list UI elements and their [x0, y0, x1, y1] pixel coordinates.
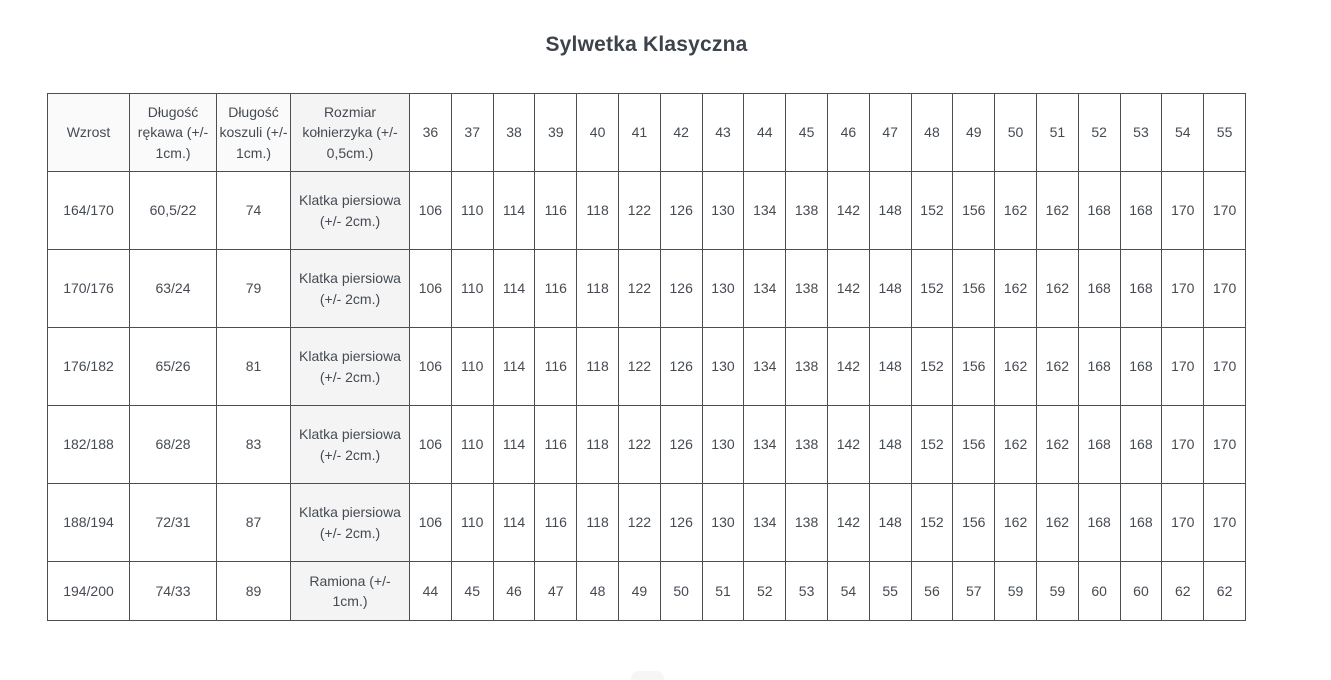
size-header-cell: 54: [1162, 94, 1204, 172]
size-value-cell: 122: [618, 250, 660, 328]
size-value-cell: 156: [953, 484, 995, 562]
size-value-cell: 122: [618, 172, 660, 250]
size-value-cell: 106: [410, 250, 452, 328]
size-value-cell: 170: [1204, 172, 1246, 250]
shirt-length-cell: 79: [217, 250, 291, 328]
table-row: [48, 562, 1246, 621]
size-value-cell: 156: [953, 172, 995, 250]
size-value-cell: 170: [1204, 250, 1246, 328]
size-value-cell: 168: [1120, 484, 1162, 562]
size-value-cell: 168: [1078, 406, 1120, 484]
size-value-cell: 126: [660, 250, 702, 328]
sleeve-length-cell: 72/31: [130, 484, 217, 562]
size-value-cell: 134: [744, 250, 786, 328]
size-value-cell: 110: [451, 328, 493, 406]
size-value-cell: 116: [535, 406, 577, 484]
sleeve-length-cell: 68/28: [130, 406, 217, 484]
table-body: [48, 172, 1246, 621]
table-header: [48, 94, 1246, 172]
size-value-cell: 56: [911, 562, 953, 621]
size-value-cell: 122: [618, 484, 660, 562]
size-header-cell: 38: [493, 94, 535, 172]
size-value-cell: 168: [1120, 406, 1162, 484]
size-value-cell: 162: [1036, 172, 1078, 250]
size-header-cell: 44: [744, 94, 786, 172]
size-value-cell: 54: [827, 562, 869, 621]
size-header-cell: 41: [618, 94, 660, 172]
size-value-cell: 162: [1036, 406, 1078, 484]
header-cell-shirt-length: Długość koszuli (+/- 1cm.): [217, 94, 291, 172]
size-value-cell: 44: [410, 562, 452, 621]
size-value-cell: 126: [660, 172, 702, 250]
size-value-cell: 126: [660, 406, 702, 484]
size-value-cell: 138: [786, 250, 828, 328]
size-value-cell: 118: [577, 328, 619, 406]
size-header-cell: 37: [451, 94, 493, 172]
size-value-cell: 110: [451, 250, 493, 328]
size-header-cell: 39: [535, 94, 577, 172]
height-cell: 164/170: [48, 172, 130, 250]
table-header-row: [48, 94, 1246, 172]
bottom-partial-element: [631, 671, 664, 680]
size-header-cell: 50: [995, 94, 1037, 172]
size-header-cell: 43: [702, 94, 744, 172]
size-value-cell: 170: [1162, 406, 1204, 484]
size-value-cell: 106: [410, 328, 452, 406]
size-value-cell: 142: [827, 172, 869, 250]
size-value-cell: 162: [1036, 484, 1078, 562]
size-value-cell: 47: [535, 562, 577, 621]
size-value-cell: 162: [995, 250, 1037, 328]
size-value-cell: 62: [1204, 562, 1246, 621]
size-value-cell: 52: [744, 562, 786, 621]
size-value-cell: 170: [1204, 406, 1246, 484]
size-value-cell: 162: [995, 172, 1037, 250]
header-cell-sleeve-length: Długość rękawa (+/- 1cm.): [130, 94, 217, 172]
height-cell: 194/200: [48, 562, 130, 621]
size-value-cell: 148: [869, 172, 911, 250]
size-value-cell: 59: [995, 562, 1037, 621]
size-value-cell: 118: [577, 406, 619, 484]
size-value-cell: 122: [618, 406, 660, 484]
size-value-cell: 162: [995, 484, 1037, 562]
size-value-cell: 60: [1078, 562, 1120, 621]
size-header-cell: 45: [786, 94, 828, 172]
size-value-cell: 130: [702, 406, 744, 484]
shirt-length-cell: 74: [217, 172, 291, 250]
size-value-cell: 138: [786, 172, 828, 250]
size-header-cell: 51: [1036, 94, 1078, 172]
shirt-length-cell: 87: [217, 484, 291, 562]
size-value-cell: 168: [1078, 172, 1120, 250]
size-value-cell: 156: [953, 250, 995, 328]
measurement-label-cell: Klatka piersiowa (+/- 2cm.): [291, 172, 410, 250]
measurement-label-cell: Klatka piersiowa (+/- 2cm.): [291, 328, 410, 406]
size-value-cell: 110: [451, 172, 493, 250]
size-value-cell: 53: [786, 562, 828, 621]
size-value-cell: 45: [451, 562, 493, 621]
size-header-cell: 42: [660, 94, 702, 172]
size-value-cell: 168: [1120, 328, 1162, 406]
size-value-cell: 142: [827, 484, 869, 562]
size-value-cell: 130: [702, 328, 744, 406]
size-value-cell: 46: [493, 562, 535, 621]
size-value-cell: 152: [911, 172, 953, 250]
size-value-cell: 162: [995, 328, 1037, 406]
size-value-cell: 55: [869, 562, 911, 621]
size-value-cell: 138: [786, 328, 828, 406]
size-value-cell: 168: [1120, 172, 1162, 250]
size-value-cell: 114: [493, 172, 535, 250]
page-title: Sylwetka Klasyczna: [545, 33, 748, 56]
size-value-cell: 106: [410, 484, 452, 562]
size-value-cell: 162: [1036, 250, 1078, 328]
size-value-cell: 168: [1078, 328, 1120, 406]
size-value-cell: 126: [660, 328, 702, 406]
size-value-cell: 114: [493, 406, 535, 484]
size-value-cell: 170: [1162, 484, 1204, 562]
size-value-cell: 116: [535, 172, 577, 250]
size-header-cell: 46: [827, 94, 869, 172]
size-value-cell: 106: [410, 406, 452, 484]
height-cell: 182/188: [48, 406, 130, 484]
height-cell: 188/194: [48, 484, 130, 562]
table-row: [48, 484, 1246, 562]
size-value-cell: 118: [577, 172, 619, 250]
size-value-cell: 50: [660, 562, 702, 621]
size-value-cell: 134: [744, 484, 786, 562]
height-cell: 176/182: [48, 328, 130, 406]
size-value-cell: 148: [869, 328, 911, 406]
size-value-cell: 49: [618, 562, 660, 621]
table-row: [48, 328, 1246, 406]
size-value-cell: 168: [1078, 250, 1120, 328]
size-value-cell: 130: [702, 484, 744, 562]
size-value-cell: 138: [786, 484, 828, 562]
size-value-cell: 57: [953, 562, 995, 621]
sleeve-length-cell: 74/33: [130, 562, 217, 621]
size-value-cell: 114: [493, 250, 535, 328]
size-header-cell: 52: [1078, 94, 1120, 172]
size-value-cell: 114: [493, 484, 535, 562]
size-value-cell: 134: [744, 328, 786, 406]
size-value-cell: 142: [827, 406, 869, 484]
measurement-label-cell: Klatka piersiowa (+/- 2cm.): [291, 406, 410, 484]
size-value-cell: 118: [577, 250, 619, 328]
size-value-cell: 60: [1120, 562, 1162, 621]
size-value-cell: 148: [869, 250, 911, 328]
size-chart-table: [47, 93, 1246, 621]
size-value-cell: 130: [702, 172, 744, 250]
size-header-cell: 49: [953, 94, 995, 172]
size-header-cell: 53: [1120, 94, 1162, 172]
header-cell-collar-size: Rozmiar kołnierzyka (+/- 0,5cm.): [291, 94, 410, 172]
size-header-cell: 40: [577, 94, 619, 172]
size-value-cell: 130: [702, 250, 744, 328]
size-value-cell: 114: [493, 328, 535, 406]
size-value-cell: 116: [535, 250, 577, 328]
size-value-cell: 152: [911, 406, 953, 484]
table-row: [48, 406, 1246, 484]
size-value-cell: 138: [786, 406, 828, 484]
size-header-cell: 55: [1204, 94, 1246, 172]
size-value-cell: 162: [995, 406, 1037, 484]
size-value-cell: 116: [535, 484, 577, 562]
size-value-cell: 62: [1162, 562, 1204, 621]
size-value-cell: 118: [577, 484, 619, 562]
size-value-cell: 106: [410, 172, 452, 250]
size-value-cell: 156: [953, 406, 995, 484]
size-value-cell: 170: [1204, 484, 1246, 562]
size-value-cell: 59: [1036, 562, 1078, 621]
sleeve-length-cell: 63/24: [130, 250, 217, 328]
size-value-cell: 48: [577, 562, 619, 621]
page-content: [47, 0, 1246, 621]
size-value-cell: 170: [1204, 328, 1246, 406]
size-value-cell: 162: [1036, 328, 1078, 406]
size-value-cell: 142: [827, 328, 869, 406]
measurement-label-cell: Ramiona (+/- 1cm.): [291, 562, 410, 621]
size-value-cell: 142: [827, 250, 869, 328]
table-row: [48, 172, 1246, 250]
header-cell-height: Wzrost: [48, 94, 130, 172]
size-value-cell: 148: [869, 484, 911, 562]
size-value-cell: 168: [1120, 250, 1162, 328]
measurement-label-cell: Klatka piersiowa (+/- 2cm.): [291, 484, 410, 562]
size-value-cell: 126: [660, 484, 702, 562]
size-value-cell: 148: [869, 406, 911, 484]
size-value-cell: 170: [1162, 172, 1204, 250]
size-value-cell: 156: [953, 328, 995, 406]
size-header-cell: 48: [911, 94, 953, 172]
size-value-cell: 122: [618, 328, 660, 406]
size-value-cell: 134: [744, 172, 786, 250]
size-value-cell: 168: [1078, 484, 1120, 562]
shirt-length-cell: 83: [217, 406, 291, 484]
size-value-cell: 152: [911, 484, 953, 562]
height-cell: 170/176: [48, 250, 130, 328]
size-value-cell: 116: [535, 328, 577, 406]
size-value-cell: 152: [911, 328, 953, 406]
table-row: [48, 250, 1246, 328]
shirt-length-cell: 81: [217, 328, 291, 406]
sleeve-length-cell: 60,5/22: [130, 172, 217, 250]
size-value-cell: 134: [744, 406, 786, 484]
size-value-cell: 110: [451, 406, 493, 484]
sleeve-length-cell: 65/26: [130, 328, 217, 406]
shirt-length-cell: 89: [217, 562, 291, 621]
size-value-cell: 51: [702, 562, 744, 621]
measurement-label-cell: Klatka piersiowa (+/- 2cm.): [291, 250, 410, 328]
size-value-cell: 170: [1162, 328, 1204, 406]
size-header-cell: 36: [410, 94, 452, 172]
size-value-cell: 170: [1162, 250, 1204, 328]
size-value-cell: 110: [451, 484, 493, 562]
size-value-cell: 152: [911, 250, 953, 328]
size-header-cell: 47: [869, 94, 911, 172]
